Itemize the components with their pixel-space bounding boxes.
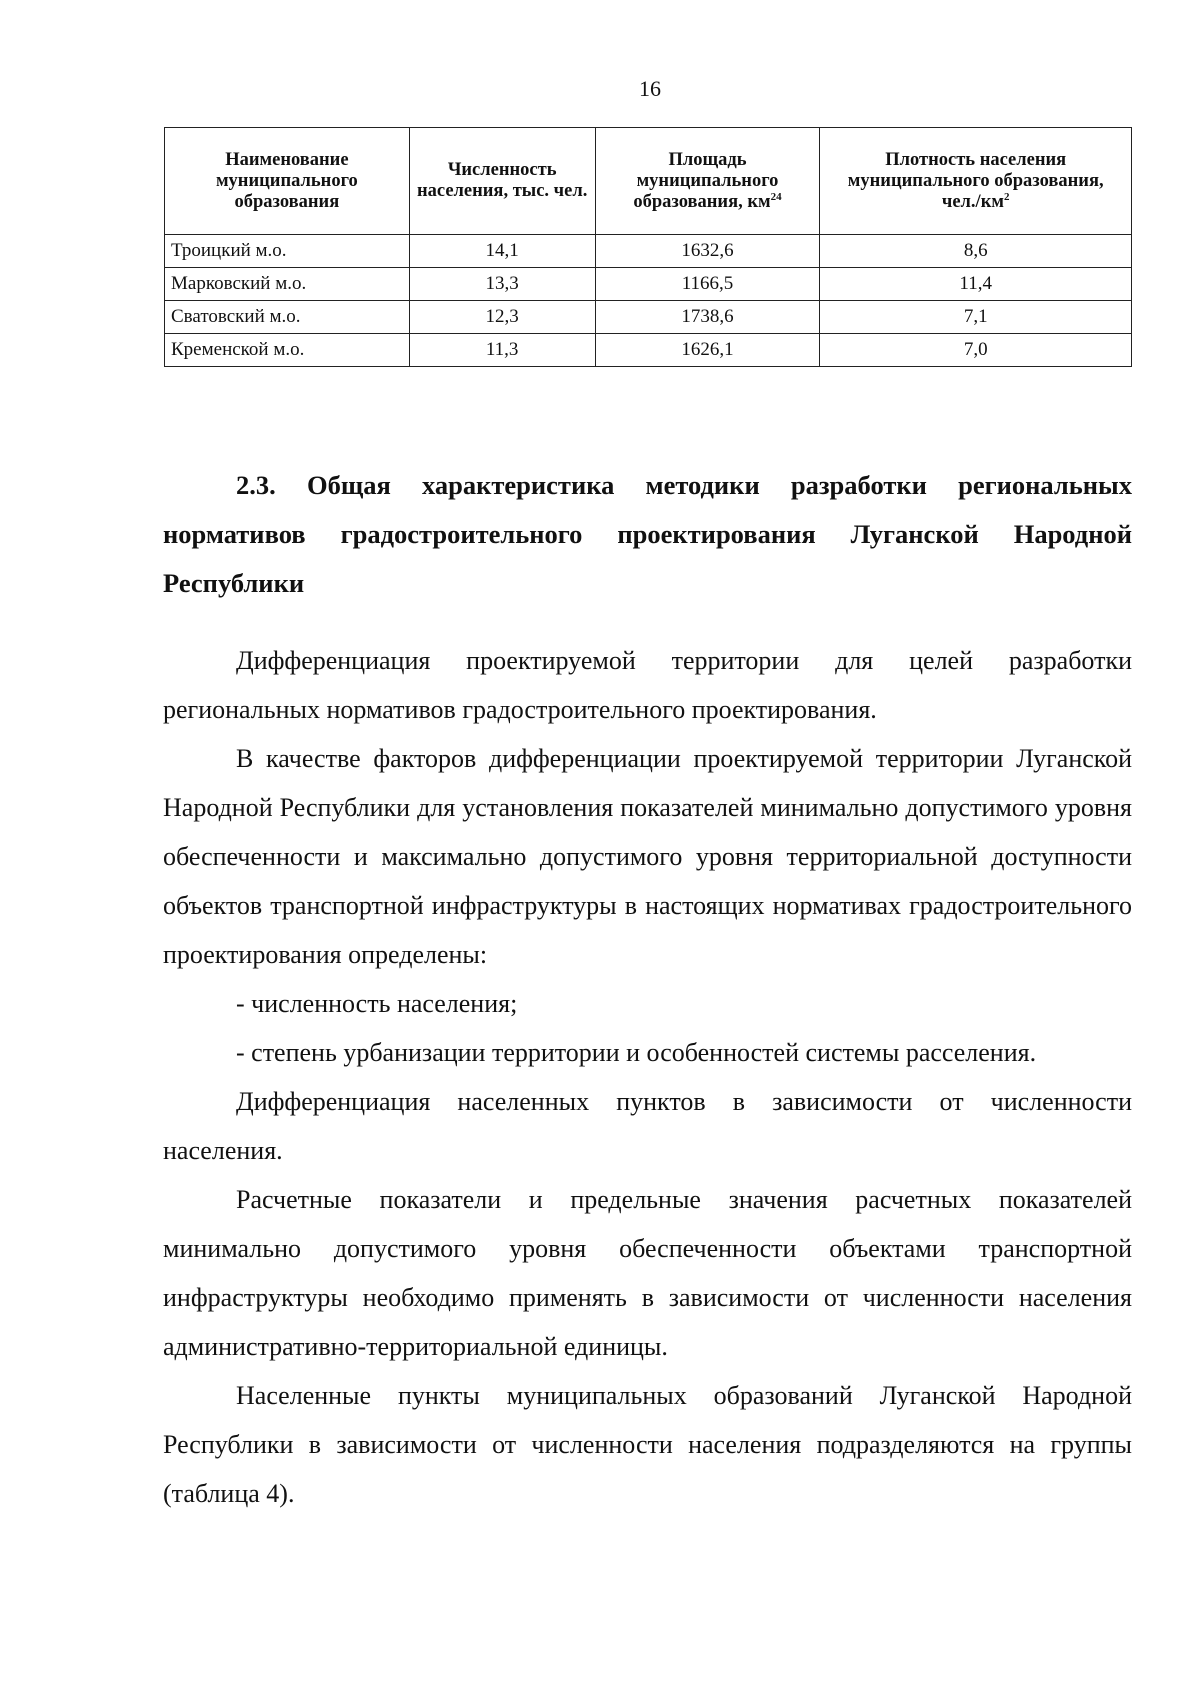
cell-area: 1632,6 [595, 235, 820, 268]
header-municipality: Наименование муниципального образования [165, 128, 410, 235]
paragraph: Расчетные показатели и предельные значения расчетных показателей минимально допустимого уровня обеспеченности объектами транспортной инфраструктуры необходимо применять в зависимости от численности населения административно-территориальной единицы. [163, 1185, 1132, 1361]
cell-municipality: Сватовский м.о. [165, 301, 410, 334]
paragraph: Дифференциация проектируемой территории для целей разработки региональных нормативов градостроительного проектирования. [163, 646, 1132, 724]
cell-population: 14,1 [409, 235, 595, 268]
cell-density: 7,1 [820, 301, 1132, 334]
municipal-density-table [164, 127, 1132, 367]
page-number: 16 [639, 76, 661, 101]
superscript-2: 2 [1003, 190, 1010, 203]
cell-population: 11,3 [409, 334, 595, 367]
cell-density: 11,4 [820, 268, 1132, 301]
header-area: Площадь муниципального образования, $км^{24}$ [595, 128, 820, 235]
footnote-marker: 24 [770, 190, 782, 203]
cell-density: 7,0 [820, 334, 1132, 367]
section-title: 2.3. Общая характеристика методики разработки региональных нормативов градостроительного проектирования Луганской Народной Республики [163, 470, 1132, 598]
table-header-row [165, 128, 1132, 235]
paragraph: Населенные пункты муниципальных образований Луганской Народной Республики в зависимости от численности населения подразделяются на группы (таблица 4). [163, 1381, 1132, 1508]
header-density: Плотность населения муниципального образования, $чел./км^2$ [820, 128, 1132, 235]
cell-municipality: Марковский м.о. [165, 268, 410, 301]
cell-area: 1166,5 [595, 268, 820, 301]
list-item: - степень урбанизации территории и особенностей системы расселения. [236, 1038, 1037, 1067]
cell-population: 13,3 [409, 268, 595, 301]
table-row [165, 301, 1132, 334]
paragraph: В качестве факторов дифференциации проектируемой территории Луганской Народной Республики для установления показателей минимально допустимого уровня обеспеченности и максимально допустимого уровня территориальной доступности объектов транспортной инфраструктуры в настоящих нормативах градостроительного проектирования определены: [163, 744, 1132, 969]
cell-population: 12,3 [409, 301, 595, 334]
table-row [165, 334, 1132, 367]
table-row [165, 268, 1132, 301]
list-item: - численность населения; [236, 989, 518, 1018]
cell-area: 1626,1 [595, 334, 820, 367]
cell-municipality: Троицкий м.о. [165, 235, 410, 268]
cell-density: 8,6 [820, 235, 1132, 268]
paragraph: Дифференциация населенных пунктов в зависимости от численности населения. [163, 1087, 1132, 1165]
header-population: Численность населения, тыс. чел. [409, 128, 595, 235]
table-row [165, 235, 1132, 268]
cell-municipality: Кременской м.о. [165, 334, 410, 367]
cell-area: 1738,6 [595, 301, 820, 334]
body-text [163, 636, 1132, 1518]
